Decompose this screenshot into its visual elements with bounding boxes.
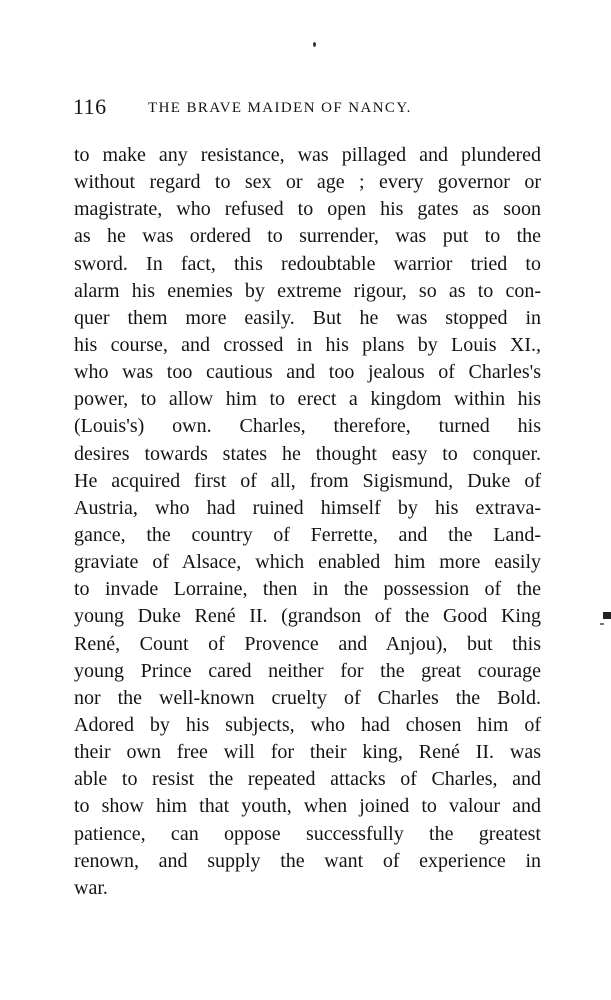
text-line: gance, the country of Ferrette, and the Land- <box>74 523 541 546</box>
text-line: graviate of Alsace, which enabled him more easily <box>74 551 541 574</box>
page-edge-mark <box>603 612 611 619</box>
text-line: to show him that youth, when joined to valour and <box>74 795 541 818</box>
text-line: to invade Lorraine, then in the possession of the <box>74 578 541 601</box>
text-line: magistrate, who refused to open his gates as soon <box>74 198 541 221</box>
text-line: He acquired first of all, from Sigismund, Duke of <box>74 469 541 492</box>
body-text <box>74 142 541 902</box>
text-line: able to resist the repeated attacks of Charles, and <box>74 768 541 791</box>
text-line: desires towards states he thought easy to conquer. <box>74 442 541 465</box>
text-line: as he was ordered to surrender, was put to the <box>74 225 541 248</box>
text-line: sword. In fact, this redoubtable warrior tried to <box>74 252 541 275</box>
text-line: René, Count of Provence and Anjou), but this <box>74 632 541 655</box>
text-line: Adored by his subjects, who had chosen him of <box>74 713 541 736</box>
text-line: who was too cautious and too jealous of Charles's <box>74 361 541 384</box>
text-line: to make any resistance, was pillaged and plundered <box>74 144 541 166</box>
text-line: power, to allow him to erect a kingdom within his <box>74 388 541 411</box>
page-number: 116 <box>73 94 107 119</box>
text-line: quer them more easily. But he was stopped in <box>74 306 541 329</box>
text-line: Austria, who had ruined himself by his extrava- <box>74 496 541 519</box>
page-edge-smudge <box>600 623 604 625</box>
text-line: his course, and crossed in his plans by Louis XI., <box>74 333 541 356</box>
text-line: (Louis's) own. Charles, therefore, turned his <box>74 415 541 438</box>
text-line: alarm his enemies by extreme rigour, so as to con- <box>74 279 541 302</box>
text-line: without regard to sex or age ; every governor or <box>74 171 541 194</box>
page-header <box>73 95 543 119</box>
text-line: young Duke René II. (grandson of the Good King <box>74 605 541 628</box>
text-line: young Prince cared neither for the great courage <box>74 659 541 682</box>
ink-speck <box>313 42 316 47</box>
text-line: their own free will for their king, René II. was <box>74 741 541 764</box>
running-head: THE BRAVE MAIDEN OF NANCY. <box>148 100 412 116</box>
text-line: renown, and supply the want of experience in <box>74 849 541 872</box>
text-line-last: war. <box>74 876 108 899</box>
text-line: nor the well-known cruelty of Charles the Bold. <box>74 686 541 709</box>
text-line: patience, can oppose successfully the greatest <box>74 822 541 845</box>
